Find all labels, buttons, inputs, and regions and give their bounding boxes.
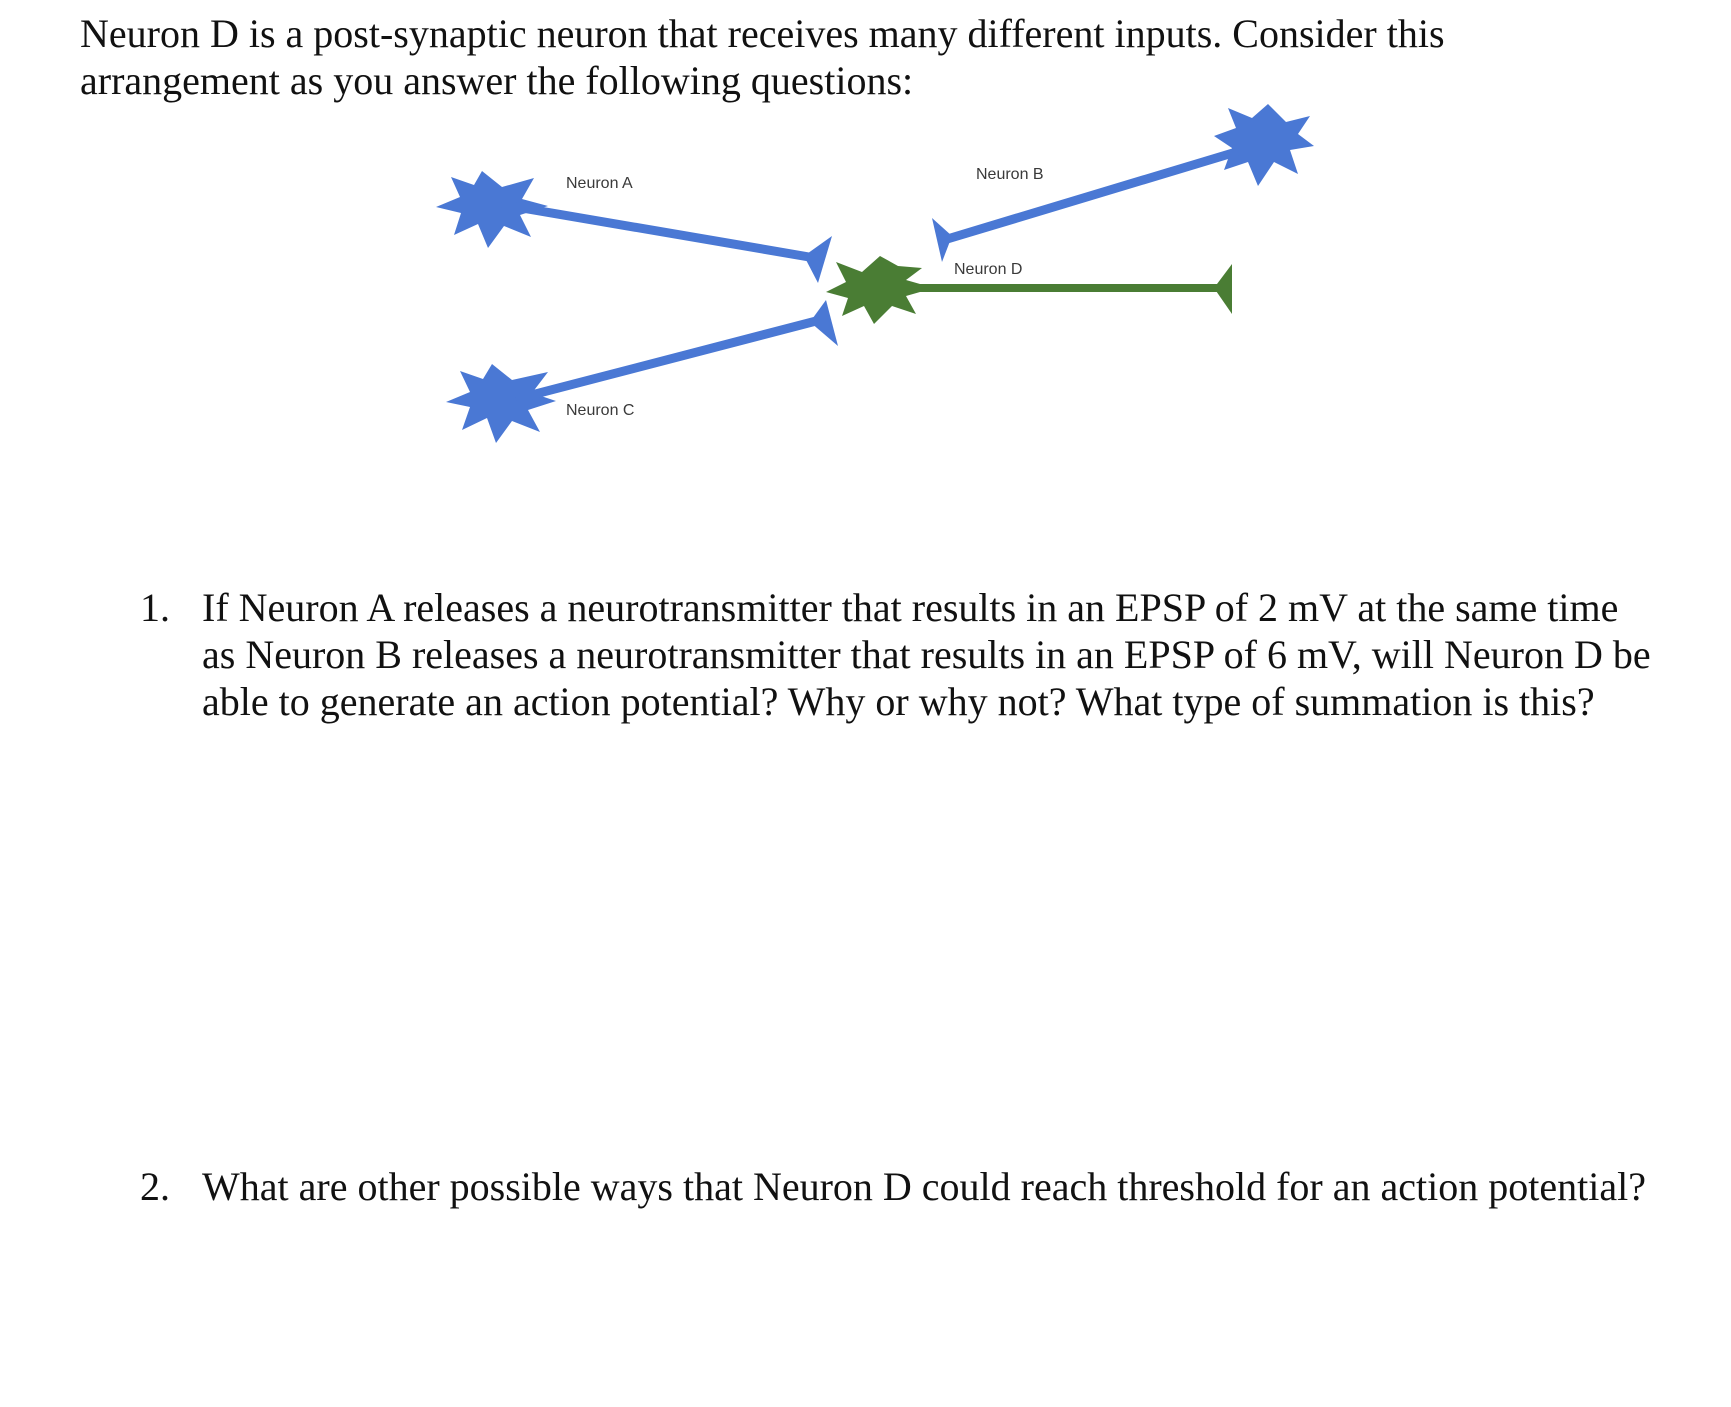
question-2-number: 2. — [140, 1164, 170, 1209]
neuron-c-cell-body — [446, 364, 556, 443]
question-1-number: 1. — [140, 585, 170, 630]
question-2 — [140, 1163, 1660, 1210]
neuron-d-axon-terminal — [1214, 264, 1232, 314]
question-1-text: If Neuron A releases a neurotransmitter that results in an EPSP of 2 mV at the same time as Neuron B releases a neurotransmitter that results in an EPSP of 6 mV, will Neuron D be able to generate an action potential? Why or why not? What type of summation is this? — [202, 585, 1651, 724]
neuron-c — [446, 300, 838, 443]
neuron-a-label: Neuron A — [566, 175, 633, 192]
neuron-c-axon-terminal — [810, 300, 838, 346]
neuron-b-label: Neuron B — [976, 166, 1044, 183]
neuron-a-axon — [505, 205, 815, 258]
question-1 — [140, 584, 1660, 725]
neuron-c-axon — [520, 320, 820, 398]
neuron-a — [436, 171, 832, 283]
neuron-diagram — [0, 0, 1731, 520]
neuron-d-label: Neuron D — [954, 261, 1023, 278]
intro-paragraph: Neuron D is a post-synaptic neuron that receives many different inputs. Consider this arrangement as you answer the following questions: — [80, 11, 1445, 103]
question-2-text: What are other possible ways that Neuron D could reach threshold for an action potential? — [202, 1164, 1646, 1209]
neuron-b — [932, 104, 1314, 262]
neuron-d — [826, 256, 1232, 324]
neuron-a-axon-terminal — [804, 236, 832, 283]
neuron-b-axon-terminal — [932, 218, 952, 262]
neuron-b-cell-body — [1214, 104, 1314, 186]
neuron-c-label: Neuron C — [566, 402, 635, 419]
